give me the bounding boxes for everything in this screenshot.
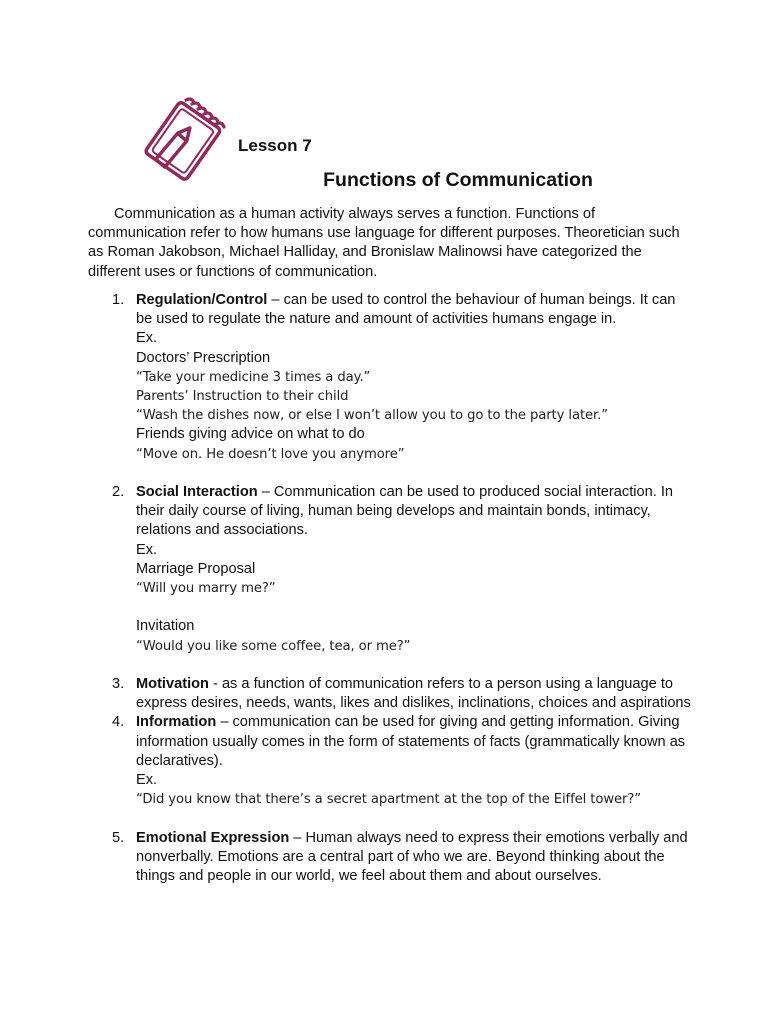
example-quote: “Wash the dishes now, or else I won’t allow you to go to the party later.”: [136, 408, 608, 424]
example-context: Doctors’ Prescription: [136, 349, 271, 366]
example-quote: “Will you marry me?”: [136, 581, 276, 597]
example-context: Invitation: [136, 618, 195, 635]
example-quote: “Did you know that there’s a secret apartment at the top of the Eiffel tower?”: [136, 792, 641, 808]
page-title: Functions of Communication: [323, 169, 593, 191]
item-text: – Human always need to express their emotions verbally and nonverbally. Emotions are a central part of who we are. Beyond thinking about the things and people in our world, we feel about them and about ourselves.: [136, 829, 688, 885]
example-label: Ex.: [136, 541, 158, 558]
list-item: [112, 483, 692, 656]
list-item: [112, 713, 692, 809]
item-text: – Communication can be used to produced social interaction. In their daily course of living, human being develops and maintain bonds, intimacy, relations and associations.: [136, 484, 674, 539]
functions-list: [112, 291, 692, 886]
example-quote: “Take your medicine 3 times a day.”: [136, 369, 371, 385]
item-number: 5.: [112, 829, 125, 846]
list-item: [112, 675, 692, 713]
example-quote: “Would you like some coffee, tea, or me?”: [136, 638, 411, 654]
intro-paragraph: Communication as a human activity always serves a function. Functions of communication refer to how humans use language for different purposes. Theoretician such as Roman Jakobson, Michael Halliday, and Bronislaw Malinowsi have categorized the different uses or functions of communication.: [88, 206, 680, 280]
item-number: 1.: [112, 292, 125, 308]
item-text: - as a function of communication refers to a person using a language to express desires, needs, wants, likes and dislikes, inclinations, choices and aspirations: [136, 676, 691, 712]
item-term: Motivation: [136, 676, 209, 693]
item-term: Social Interaction: [136, 484, 258, 501]
item-term: Information: [136, 714, 217, 731]
example-label: Ex.: [136, 772, 158, 789]
item-number: 4.: [112, 714, 125, 731]
example-label: Ex.: [136, 330, 158, 347]
item-term: Emotional Expression: [136, 829, 290, 846]
example-context: Marriage Proposal: [136, 560, 256, 577]
list-item: [112, 829, 692, 887]
item-number: 3.: [112, 676, 125, 693]
item-text: – communication can be used for giving and getting information. Giving information usually comes in the form of statements of facts (grammatically known as declaratives).: [136, 714, 686, 769]
example-quote: “Move on. He doesn’t love you anymore”: [136, 446, 405, 462]
item-number: 2.: [112, 484, 125, 501]
item-text: – can be used to control the behaviour of human beings. It can be used to regulate the nature and amount of activities humans engage in.: [136, 292, 676, 328]
list-item: [112, 291, 692, 464]
item-term: Regulation/Control: [136, 292, 268, 308]
example-context: Parents’ Instruction to their child: [136, 389, 349, 405]
example-context: Friends giving advice on what to do: [136, 426, 365, 443]
lesson-label: Lesson 7: [238, 136, 312, 155]
